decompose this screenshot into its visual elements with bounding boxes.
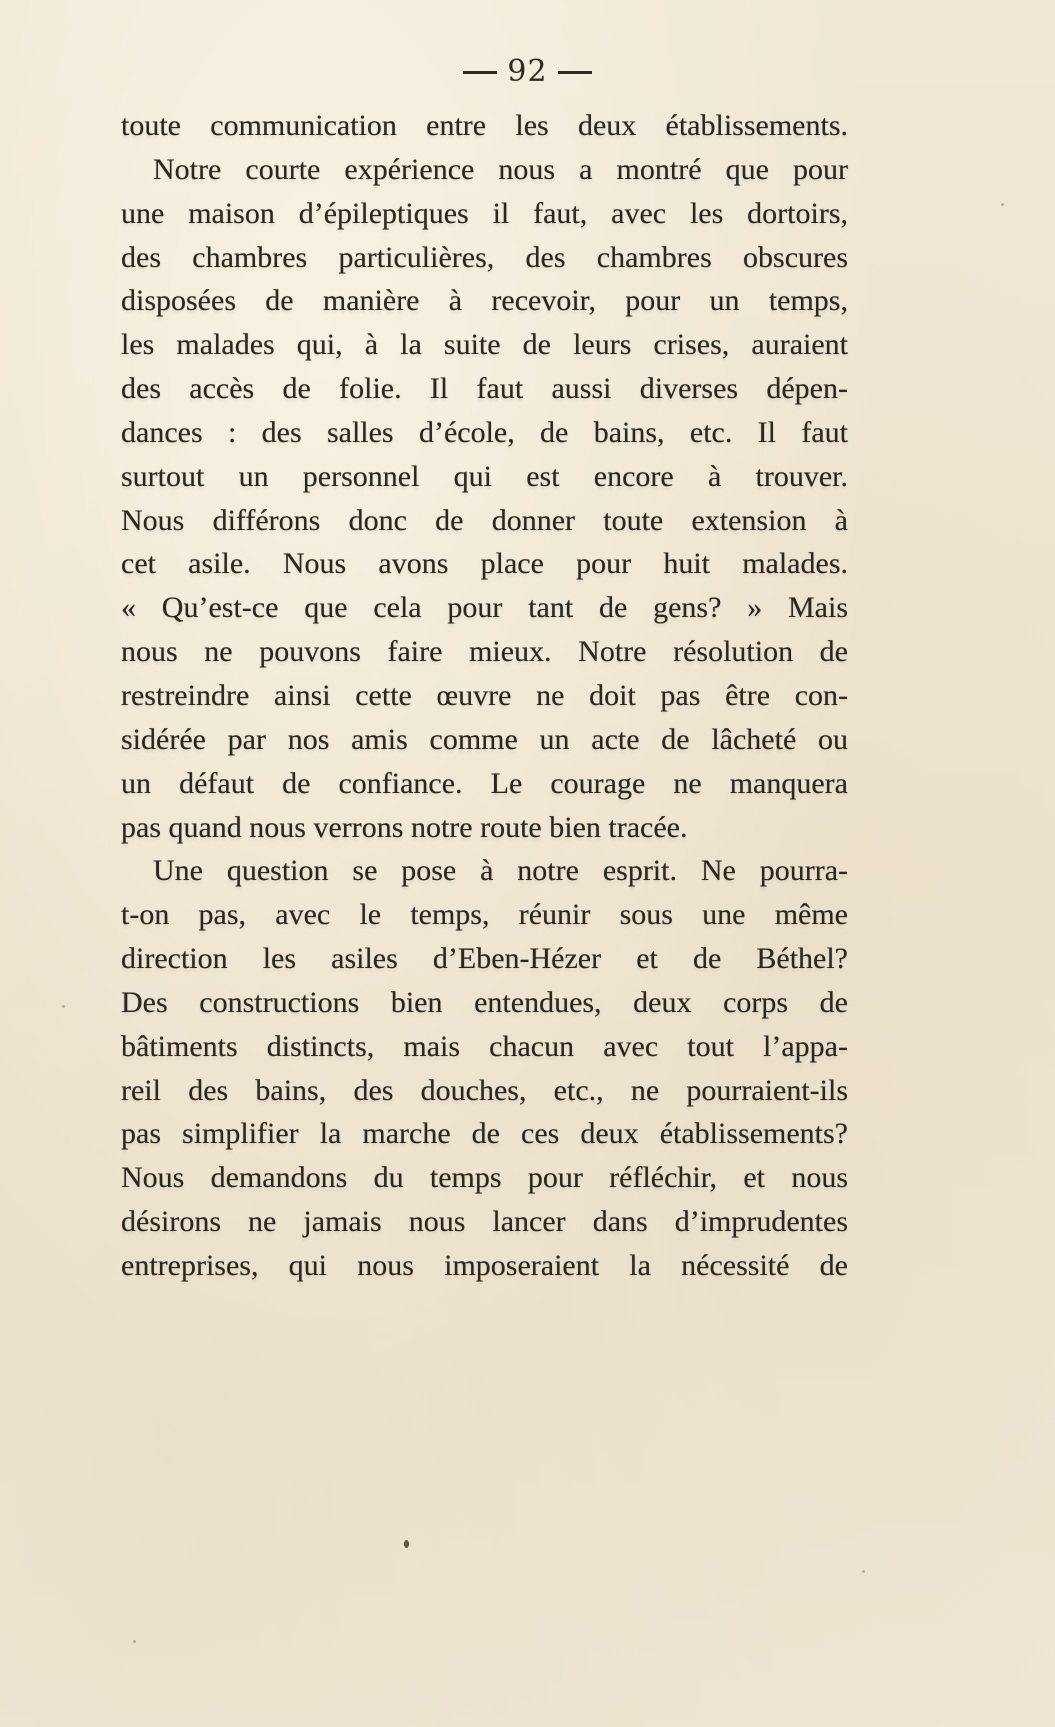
page-number-header (0, 52, 1055, 92)
text-line: cet asile. Nous avons place pour huit malades. (121, 547, 848, 581)
text-line: bâtiments distincts, mais chacun avec tout l’appa- (121, 1029, 848, 1063)
text-line: entreprises, qui nous imposeraient la nécessité de (121, 1248, 848, 1282)
text-line: « Qu’est-ce que cela pour tant de gens? » Mais (121, 591, 848, 625)
text-line: nous ne pouvons faire mieux. Notre résolution de (121, 635, 848, 669)
ink-spot (404, 1540, 409, 1548)
text-line: pas quand nous verrons notre route bien tracée. (121, 810, 688, 844)
dash-left (463, 71, 497, 74)
text-line: restreindre ainsi cette œuvre ne doit pas être con- (121, 678, 848, 712)
text-line: une maison d’épileptiques il faut, avec les dortoirs, (121, 196, 848, 230)
paper-speck (862, 1570, 865, 1573)
paper-speck (1001, 203, 1004, 206)
text-line: un défaut de confiance. Le courage ne manquera (121, 766, 848, 800)
text-line: Nous différons donc de donner toute extension à (121, 503, 848, 537)
text-line: désirons ne jamais nous lancer dans d’imprudentes (121, 1205, 848, 1239)
paper-speck (62, 1005, 65, 1008)
body-text (121, 104, 848, 1288)
text-line: reil des bains, des douches, etc., ne pourraient-ils (121, 1073, 848, 1107)
text-line: disposées de manière à recevoir, pour un temps, (121, 284, 848, 318)
text-line: Notre courte expérience nous a montré que pour (153, 152, 848, 186)
paper-speck (133, 1640, 136, 1643)
text-line: Une question se pose à notre esprit. Ne pourra- (153, 854, 848, 888)
text-line: sidérée par nos amis comme un acte de lâcheté ou (121, 722, 848, 756)
text-line: toute communication entre les deux établissements. (121, 109, 848, 142)
text-line: Nous demandons du temps pour réfléchir, et nous (121, 1161, 848, 1195)
text-line: des chambres particulières, des chambres obscures (121, 240, 848, 274)
text-line: des accès de folie. Il faut aussi diverses dépen- (121, 372, 848, 406)
text-line: dances : des salles d’école, de bains, etc. Il faut (121, 415, 848, 449)
text-line: direction les asiles d’Eben-Hézer et de Béthel? (121, 942, 848, 976)
text-line: t-on pas, avec le temps, réunir sous une même (121, 898, 848, 932)
text-line: pas simplifier la marche de ces deux établissements? (121, 1117, 848, 1151)
text-line: Des constructions bien entendues, deux corps de (121, 985, 848, 1019)
text-line: surtout un personnel qui est encore à trouver. (121, 459, 848, 493)
dash-right (558, 71, 592, 74)
page-number: 92 (507, 54, 548, 89)
text-line: les malades qui, à la suite de leurs crises, auraient (121, 328, 848, 362)
